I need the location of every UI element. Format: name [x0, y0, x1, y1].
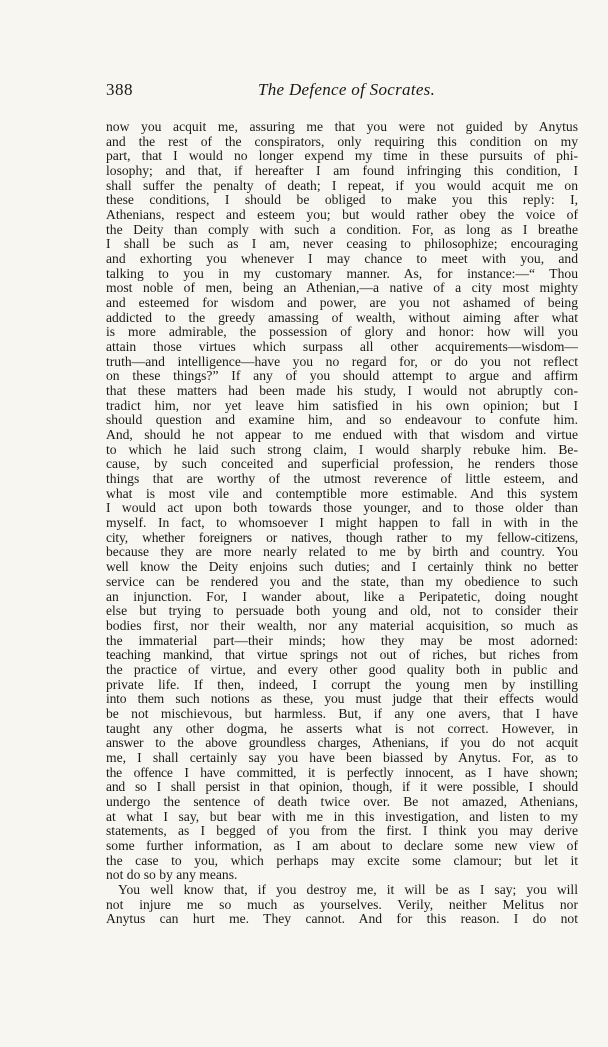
text-line: I would act upon both towards those younger, and to those older than	[106, 500, 578, 516]
text-line: well know the Deity enjoins such duties; and I certainly think no better	[106, 559, 578, 575]
text-line: the practice of virtue, and every other good quality both in public and	[106, 661, 578, 677]
text-line: not injure me so much as yourselves. Verily, neither Melitus nor	[106, 896, 578, 912]
text-line: bodies first, nor their wealth, nor any material acquisition, so much as	[106, 617, 578, 633]
text-line: what is most vile and contemptible more estimable. And this system	[106, 485, 578, 501]
text-line: tradict him, nor yet leave him satisfied in his own opinion; but I	[106, 397, 578, 413]
text-line: the immaterial part—their minds; how they may be most adorned:	[106, 632, 578, 648]
text-line: most noble of men, being an Athenian,—a native of a city most mighty	[106, 280, 578, 296]
text-line: the offence I have committed, it is perfectly innocent, as I have shown;	[106, 764, 578, 780]
text-line: on these things?” If any of you should attempt to argue and affirm	[106, 368, 578, 384]
text-line: and exhorting you whenever I may chance to meet with you, and	[106, 251, 578, 267]
text-line: attain those virtues which surpass all other acquirements—wisdom—	[106, 339, 578, 355]
text-line: I shall be such as I am, never ceasing to philosophize; encouraging	[106, 236, 578, 252]
text-line: me, I shall certainly say you have been biassed by Anytus. For, as to	[106, 749, 578, 765]
text-line: cause, by such conceited and superficial profession, he renders those	[106, 456, 578, 472]
text-line: addicted to the greedy amassing of wealth, without aiming after what	[106, 309, 578, 325]
text-line: now you acquit me, assuring me that you were not guided by Anytus	[106, 119, 578, 134]
text-line: taught any other dogma, he asserts what is not correct. However, in	[106, 720, 578, 736]
text-line: into them such notions as these, you must judge that their effects would	[106, 691, 578, 707]
text-line: truth—and intelligence—have you no regard for, or do you not reflect	[106, 353, 578, 369]
text-line: And, should he not appear to me endued with that wisdom and virtue	[106, 427, 578, 443]
page-header	[106, 80, 578, 102]
text-line: and so I shall persist in that opinion, though, if it were possible, I should	[106, 779, 578, 795]
text-line: service can be rendered you and the state, than my obedience to such	[106, 573, 578, 589]
text-line: the Deity than comply with such a condition. For, as long as I breathe	[106, 221, 578, 237]
text-line: answer to the above groundless charges, Athenians, if you do not acquit	[106, 735, 578, 751]
text-line: that these matters had been made his study, I would not abruptly con-	[106, 383, 578, 399]
text-line: else but trying to persuade both young and old, not to consider their	[106, 603, 578, 619]
text-line: these conditions, I should be obliged to make you this reply: I,	[106, 192, 578, 208]
text-line: and esteemed for wisdom and power, are you not ashamed of being	[106, 295, 578, 311]
text-line: be not mischievous, but harmless. But, if any one avers, that I have	[106, 705, 578, 721]
text-line: undergo the sentence of death twice over. Be not amazed, Athenians,	[106, 793, 578, 809]
paragraph-end-line: not do so by any means.	[106, 867, 238, 883]
running-title: The Defence of Socrates.	[258, 80, 436, 99]
text-line: part, that I would no longer expend my time in these pursuits of phi-	[106, 148, 578, 164]
text-line: should question and examine him, and so endeavour to confute him.	[106, 412, 578, 428]
body-text	[106, 120, 578, 927]
text-line: the case to you, which perhaps may excite some clamour; but let it	[106, 852, 578, 868]
text-line: because they are more nearly related to me by birth and country. You	[106, 544, 578, 560]
text-line: private life. If then, indeed, I corrupt the young men by instilling	[106, 676, 578, 692]
text-line: Anytus can hurt me. They cannot. And for this reason. I do not	[106, 911, 578, 927]
text-line: shall suffer the penalty of death; I repeat, if you would acquit me on	[106, 177, 578, 193]
text-line: Athenians, respect and esteem you; but would rather obey the voice of	[106, 207, 578, 223]
text-line: is more admirable, the possession of glory and honor: how will you	[106, 324, 578, 340]
page-number: 388	[106, 80, 133, 99]
text-line: talking to you in my customary manner. As, for instance:—“ Thou	[106, 265, 578, 281]
text-line: to which he laid such strong claim, I would sharply rebuke him. Be-	[106, 441, 578, 457]
text-line: an injunction. For, I wander about, like a Peripatetic, doing nought	[106, 588, 578, 604]
text-line: myself. In fact, to whomsoever I might happen to fall in with in the	[106, 515, 578, 531]
text-line: teaching mankind, that virtue springs not out of riches, but riches from	[106, 647, 578, 663]
text-line: and the rest of the conspirators, only requiring this condition on my	[106, 133, 578, 149]
text-line: city, whether foreigners or natives, though rather to my fellow-citizens,	[106, 529, 578, 545]
text-line: some further information, as I am about to declare some new view of	[106, 837, 578, 853]
text-line: things that are worthy of the utmost reverence of little esteem, and	[106, 471, 578, 487]
paragraph-start-line: You well know that, if you destroy me, it will be as I say; you will	[118, 881, 578, 897]
text-line: at what I say, but bear with me in this investigation, and listen to my	[106, 808, 578, 824]
text-line: statements, as I begged of you from the first. I think you may derive	[106, 823, 578, 839]
text-line: losophy; and that, if hereafter I am found infringing this condition, I	[106, 163, 578, 179]
